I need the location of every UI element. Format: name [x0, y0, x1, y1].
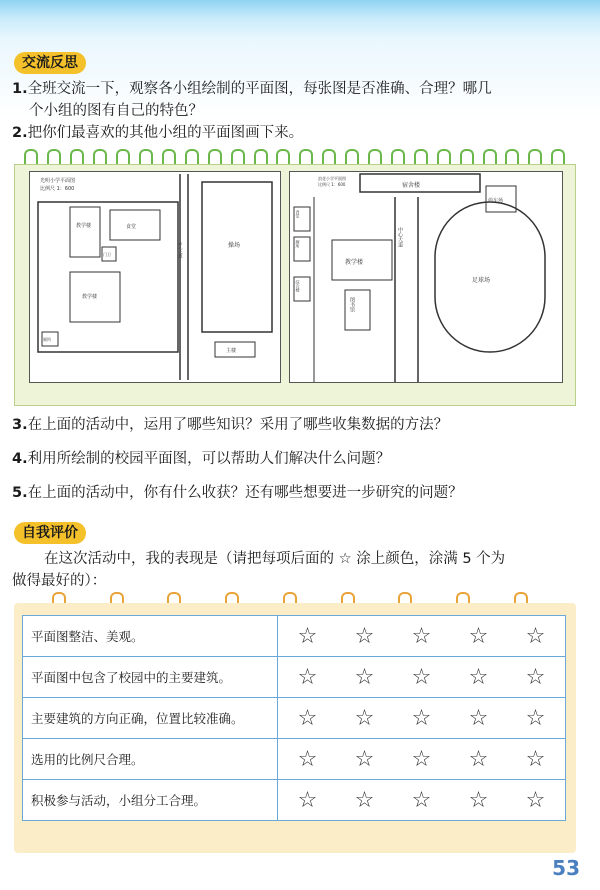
- map-left-scale: 比例尺 1：600: [40, 186, 75, 192]
- question-1: [12, 78, 492, 100]
- question-1-continued: [29, 100, 203, 122]
- criterion-cell: 选用的比例尺合理。: [23, 739, 278, 780]
- map-label: 中心大道: [397, 227, 403, 247]
- star-outline-icon[interactable]: ☆: [525, 623, 546, 649]
- star-outline-icon[interactable]: ☆: [525, 746, 546, 772]
- table-row: [23, 780, 566, 821]
- star-rating[interactable]: [278, 616, 566, 657]
- criterion-cell: 积极参与活动，小组分工合理。: [23, 780, 278, 821]
- star-outline-icon[interactable]: ☆: [468, 623, 489, 649]
- star-outline-icon[interactable]: ☆: [354, 664, 375, 690]
- map-label: 主楼: [226, 348, 237, 354]
- floor-plan-right-drawing: [290, 172, 562, 382]
- map-right-scale: 比例尺 1：600: [318, 182, 346, 187]
- map-label: 综合楼: [295, 280, 301, 292]
- star-outline-icon[interactable]: ☆: [525, 787, 546, 813]
- question-number: 2.: [12, 125, 28, 141]
- star-outline-icon[interactable]: ☆: [468, 787, 489, 813]
- star-outline-icon[interactable]: ☆: [354, 746, 375, 772]
- table-row: [23, 657, 566, 698]
- table-row: [23, 739, 566, 780]
- map-label: 厕所: [295, 240, 301, 248]
- star-outline-icon[interactable]: ☆: [297, 705, 318, 731]
- star-outline-icon[interactable]: ☆: [297, 623, 318, 649]
- map-label: 足球场: [472, 277, 491, 284]
- star-outline-icon[interactable]: ☆: [354, 787, 375, 813]
- question-text: 在上面的活动中，运用了哪些知识？采用了哪些收集数据的方法？: [27, 417, 449, 433]
- map-right-title: 浪花小学平面图: [318, 176, 346, 181]
- question-text: 全班交流一下，观察各小组绘制的平面图，每张图是否准确、合理？哪几: [27, 81, 492, 97]
- floor-plan-left: [29, 171, 281, 383]
- question-5: [12, 482, 463, 504]
- star-row[interactable]: [279, 624, 564, 649]
- map-label: 操场: [228, 242, 241, 249]
- table-row: [23, 616, 566, 657]
- star-outline-icon[interactable]: ☆: [468, 664, 489, 690]
- question-number: 3.: [12, 417, 28, 433]
- star-row[interactable]: [279, 747, 564, 772]
- question-3: [12, 414, 448, 436]
- floor-plan-left-drawing: [30, 172, 280, 382]
- page-number: 53: [552, 856, 580, 880]
- section-tag-reflection: 交流反思: [14, 52, 86, 74]
- question-2: [12, 122, 303, 144]
- map-left-title: 光明小学平面图: [40, 178, 76, 184]
- star-rating[interactable]: [278, 657, 566, 698]
- map-label: 厕所: [43, 337, 51, 342]
- evaluation-intro: 在这次活动中，我的表现是（请把每项后面的 ☆ 涂上颜色，涂满 5 个为: [44, 551, 506, 567]
- floor-plan-board: [14, 164, 576, 406]
- star-outline-icon[interactable]: ☆: [525, 664, 546, 690]
- star-outline-icon[interactable]: ☆: [411, 787, 432, 813]
- star-outline-icon[interactable]: ☆: [297, 746, 318, 772]
- star-outline-icon[interactable]: ☆: [297, 664, 318, 690]
- star-outline-icon[interactable]: ☆: [354, 623, 375, 649]
- question-text: 利用所绘制的校园平面图，可以帮助人们解决什么问题？: [27, 451, 391, 467]
- section-tag-self-evaluation: 自我评价: [14, 522, 86, 544]
- rubric-table: [22, 615, 566, 821]
- map-label: 图书馆: [349, 297, 355, 312]
- map-label: 宿舍楼: [402, 182, 421, 189]
- star-outline-icon[interactable]: ☆: [468, 705, 489, 731]
- criterion-cell: 平面图中包含了校园中的主要建筑。: [23, 657, 278, 698]
- question-number: 5.: [12, 485, 28, 501]
- map-label: 食堂: [295, 210, 301, 218]
- self-evaluation-board: [14, 603, 576, 853]
- star-outline-icon[interactable]: ☆: [525, 705, 546, 731]
- evaluation-intro-continued: 做得最好的）：: [12, 573, 107, 589]
- star-outline-icon[interactable]: ☆: [468, 746, 489, 772]
- map-label: 停车场: [488, 198, 504, 204]
- star-row[interactable]: [279, 665, 564, 690]
- floor-plan-right: [289, 171, 563, 383]
- criterion-cell: 平面图整洁、美观。: [23, 616, 278, 657]
- question-text: 在上面的活动中，你有什么收获？还有哪些想要进一步研究的问题？: [27, 485, 463, 501]
- map-label: 食堂: [126, 224, 137, 230]
- map-label: 教学楼: [82, 294, 98, 300]
- map-label: 教学楼: [345, 259, 364, 266]
- star-outline-icon[interactable]: ☆: [411, 664, 432, 690]
- star-rating[interactable]: [278, 780, 566, 821]
- star-outline-icon[interactable]: ☆: [297, 787, 318, 813]
- question-number: 1.: [12, 81, 28, 97]
- star-rating[interactable]: [278, 698, 566, 739]
- map-label: 门卫: [103, 252, 111, 257]
- star-rating[interactable]: [278, 739, 566, 780]
- star-row[interactable]: [279, 788, 564, 813]
- question-4: [12, 448, 390, 470]
- map-label: 教学楼: [76, 223, 92, 229]
- star-outline-icon[interactable]: ☆: [411, 623, 432, 649]
- question-text: 把你们最喜欢的其他小组的平面图画下来。: [27, 125, 304, 141]
- criterion-cell: 主要建筑的方向正确，位置比较准确。: [23, 698, 278, 739]
- star-outline-icon[interactable]: ☆: [411, 705, 432, 731]
- star-outline-icon[interactable]: ☆: [411, 746, 432, 772]
- question-text: 个小组的图有自己的特色？: [29, 103, 203, 119]
- table-row: [23, 698, 566, 739]
- question-number: 4.: [12, 451, 28, 467]
- star-outline-icon[interactable]: ☆: [354, 705, 375, 731]
- star-row[interactable]: [279, 706, 564, 731]
- map-label: 中心大道: [178, 242, 184, 258]
